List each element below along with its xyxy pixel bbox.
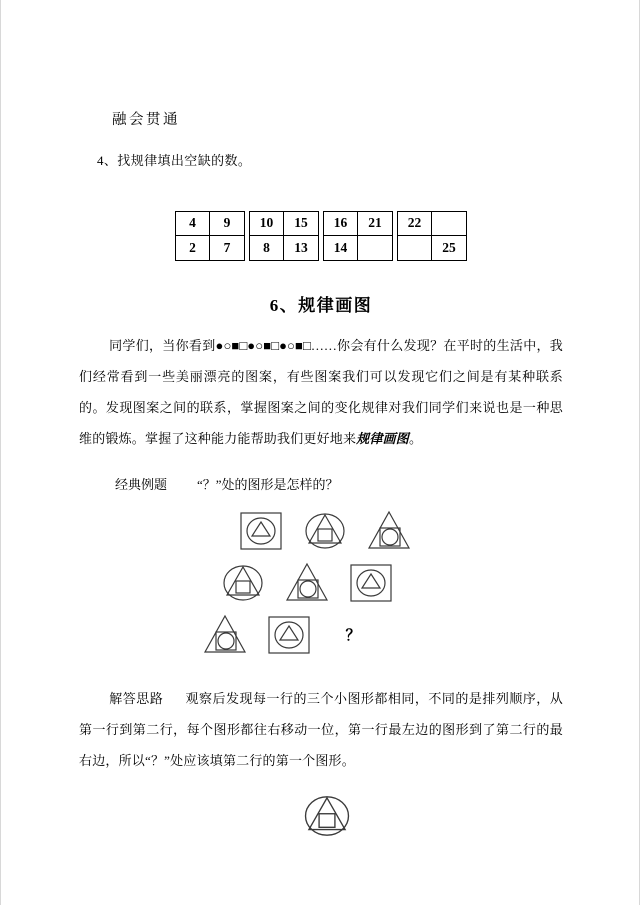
question-mark-placeholder: ？ — [345, 628, 361, 644]
grid-cell: 16 — [324, 212, 358, 236]
intro-text-body: 你会有什么发现？在平时的生活中，我们经常看到一些美丽漂亮的图案，有些图案我们可以发现它们之间是有某种联系的。发现图案之间的联系，掌握图案之间的变化规律对我们同学们来说也是一种思维的锻炼。掌握了这种能力能帮助我们更好地来 — [79, 337, 563, 446]
grid-cell: 13 — [294, 239, 308, 255]
figure-circle-triangle-square — [293, 505, 357, 557]
figure-square-circle-triangle — [257, 609, 321, 661]
example-prompt — [115, 478, 563, 491]
figure-triangle-square-circle — [193, 609, 257, 661]
example-label: 经典例题 — [115, 476, 168, 492]
section-heading: 融会贯通 — [112, 112, 180, 128]
grid-cell-blank — [398, 236, 432, 260]
lesson-title: 6、规律画图 — [269, 295, 373, 315]
grid-cell: 9 — [210, 212, 244, 236]
grid-cell: 15 — [284, 212, 318, 236]
intro-text-end: 。 — [409, 430, 423, 446]
number-grid — [79, 211, 563, 261]
solution-label: 解答思路 — [109, 690, 164, 706]
intro-text-lead: 同学们，当你看到 — [109, 337, 216, 353]
grid-cell-blank — [358, 236, 392, 260]
figure-triangle-square-circle — [357, 505, 421, 557]
exercise-item-4: 4、找规律填出空缺的数。 — [97, 152, 252, 168]
grid-cell: 25 — [442, 239, 456, 255]
grid-cell: 14 — [324, 236, 358, 260]
figure-square-circle-triangle — [229, 505, 293, 557]
lesson-intro-paragraph — [79, 330, 563, 454]
figure-triangle-square-circle — [275, 557, 339, 609]
grid-cell: 21 — [358, 212, 392, 236]
figure-row — [211, 557, 563, 609]
solution-paragraph — [79, 683, 563, 776]
example-question: “？”处的图形是怎样的？ — [197, 476, 339, 492]
grid-cell: 22 — [398, 212, 432, 236]
pattern-sequence: ●○■□●○■□●○■□…… — [215, 337, 337, 353]
page-content — [79, 0, 563, 842]
figure-row — [193, 609, 563, 661]
grid-cell: 2 — [176, 236, 210, 260]
intro-emphasis: 规律画图 — [356, 430, 410, 446]
grid-block — [249, 211, 319, 261]
solution-text: 观察后发现每一行的三个小图形都相同，不同的是排列顺序，从第一行到第二行，每个图形都往右移动一位，第一行最左边的图形到了第二行的最右边，所以“？”处应该填第二行的第一个图形。 — [79, 690, 563, 768]
grid-cell: 4 — [176, 212, 210, 236]
figure-row — [229, 505, 563, 557]
answer-figure — [301, 790, 563, 842]
figure-square-circle-triangle — [339, 557, 403, 609]
grid-cell: 10 — [250, 212, 284, 236]
figure-matrix — [229, 505, 563, 661]
grid-block — [175, 211, 245, 261]
figure-circle-triangle-square — [211, 557, 275, 609]
grid-block — [323, 211, 393, 261]
grid-cell-blank — [432, 212, 466, 236]
grid-cell: 8 — [250, 236, 284, 260]
grid-cell: 7 — [223, 239, 231, 255]
grid-block — [397, 211, 467, 261]
